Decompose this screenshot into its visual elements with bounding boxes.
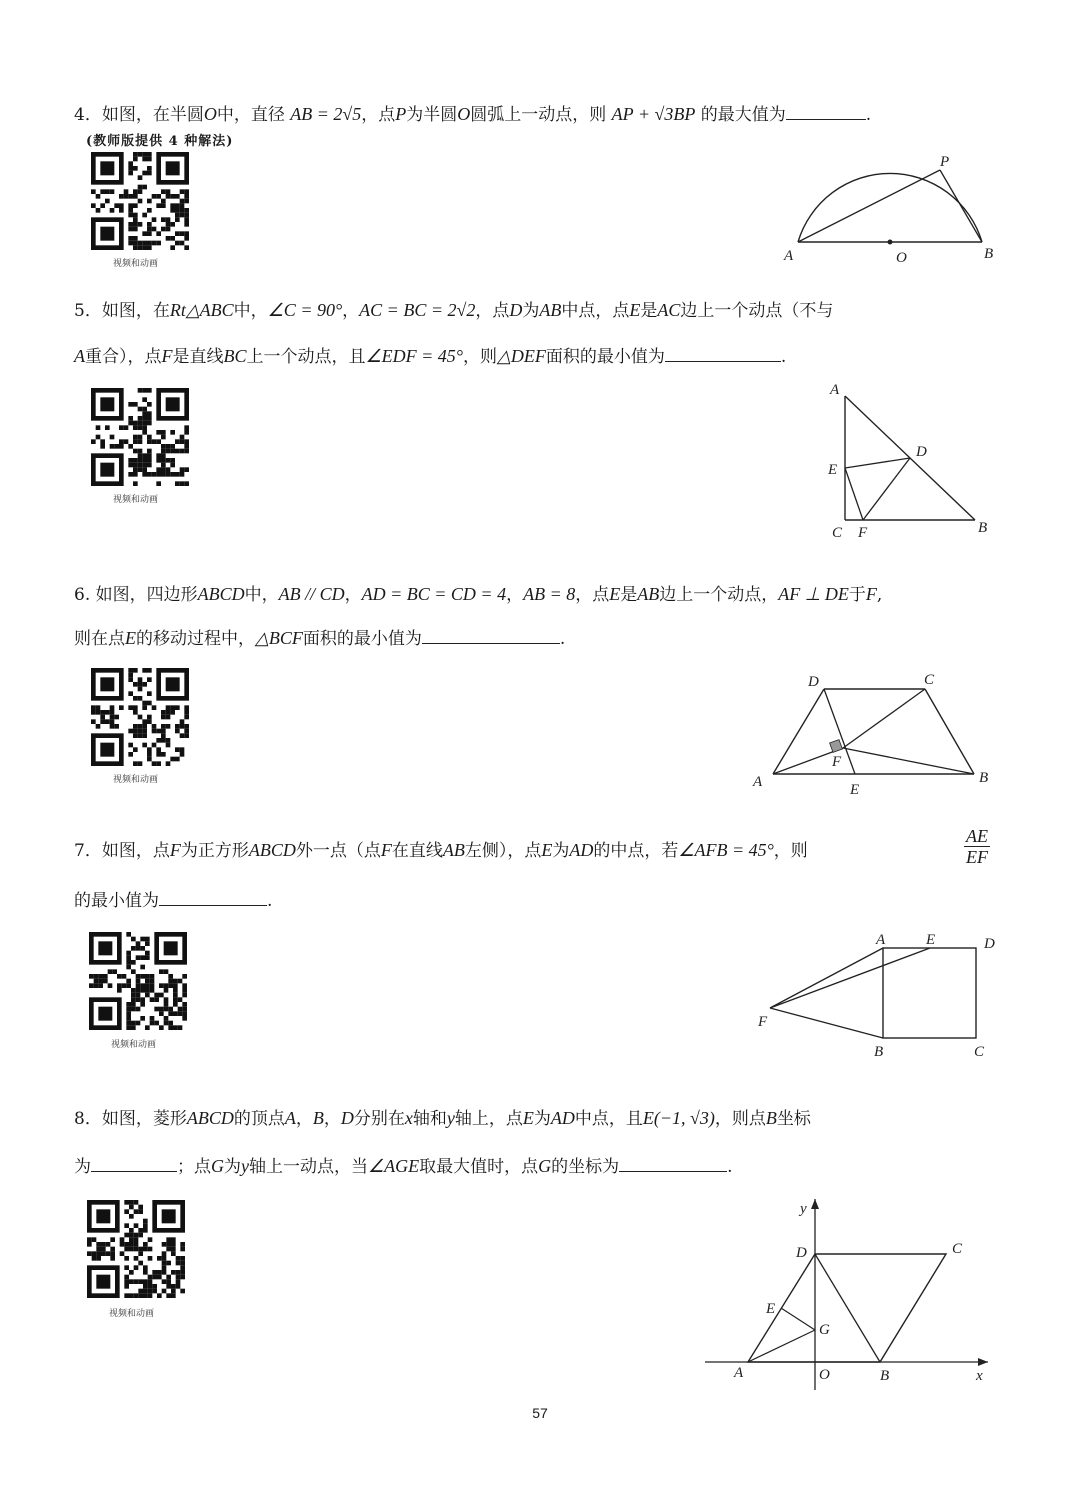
- math: △BCF: [255, 628, 303, 648]
- problem-8-line2: [74, 1152, 733, 1177]
- page-number: 57: [532, 1405, 548, 1421]
- math: x: [404, 1108, 413, 1128]
- label-c: C: [952, 1241, 963, 1257]
- math: D: [340, 1108, 354, 1128]
- math: y: [446, 1108, 455, 1128]
- math: G: [211, 1156, 224, 1176]
- label-b: B: [979, 770, 989, 786]
- fraction-ae-ef: [964, 826, 990, 867]
- text: ，点: [361, 105, 396, 125]
- label-b: B: [880, 1368, 890, 1384]
- math: AD: [550, 1108, 575, 1128]
- segment-fc: [843, 689, 925, 748]
- math: F: [865, 584, 877, 604]
- text: ，: [342, 301, 360, 321]
- qr-caption: 视频和动画: [113, 259, 159, 269]
- qr-code-6[interactable]: [88, 668, 192, 766]
- math: BC: [223, 346, 247, 366]
- label-c: C: [924, 672, 935, 688]
- text: 边上一个动点，: [659, 585, 779, 605]
- text: 中点，点: [561, 301, 630, 321]
- text: ，点: [575, 585, 610, 605]
- label-x: x: [976, 1368, 983, 1384]
- label-o: O: [896, 250, 907, 266]
- diagonal-db: [815, 1254, 880, 1362]
- problem-7-line1: [74, 836, 808, 861]
- answer-blank[interactable]: [786, 101, 866, 120]
- teacher-note: (教师版提供 4 种解法): [86, 134, 234, 149]
- math: AB: [637, 584, 660, 604]
- text: 重合），点: [85, 347, 162, 367]
- label-b: B: [874, 1044, 884, 1060]
- label-a: A: [784, 248, 794, 264]
- text: 为: [74, 1157, 91, 1177]
- label-d: D: [984, 936, 995, 952]
- answer-blank-1[interactable]: [91, 1153, 177, 1172]
- problem-7-line2: [74, 886, 272, 911]
- fraction-denominator: EF: [966, 847, 988, 867]
- segment-fd: [863, 458, 910, 520]
- math: E: [629, 300, 641, 320]
- problem-8-line1: [74, 1104, 811, 1129]
- side-bc: [925, 689, 974, 774]
- segment-eg: [781, 1308, 815, 1330]
- label-d: D: [796, 1245, 807, 1261]
- text: 的坐标为: [551, 1157, 620, 1177]
- label-g: G: [819, 1322, 830, 1338]
- qr-caption: 视频和动画: [111, 1040, 157, 1050]
- text: 轴上，点: [454, 1109, 523, 1129]
- problem-6-line2: [74, 624, 565, 649]
- label-e: E: [926, 932, 936, 948]
- figure-6-trapezoid: [750, 668, 1000, 798]
- answer-blank[interactable]: [159, 887, 267, 906]
- text: 4．如图，在半圆: [74, 105, 204, 125]
- math: ∠AFB = 45°: [678, 840, 774, 860]
- period: .: [559, 629, 566, 649]
- text: ,: [876, 585, 883, 605]
- text: 上一个动点，且: [246, 347, 366, 367]
- text: 轴上一动点，当: [249, 1157, 368, 1177]
- math: ABCD: [248, 840, 296, 860]
- math: ∠EDF = 45°: [365, 346, 463, 366]
- text: 的中点，若: [593, 841, 679, 861]
- problem-5-line2: [74, 342, 786, 367]
- problem-4-text: [74, 100, 871, 125]
- problem-5-line1: [74, 296, 833, 321]
- math: y: [241, 1156, 249, 1176]
- math: G: [538, 1156, 552, 1176]
- math: AF ⊥ DE: [778, 584, 849, 604]
- square-abcd: [883, 948, 976, 1038]
- figure-8-rhombus: [700, 1195, 1000, 1395]
- answer-blank-2[interactable]: [619, 1153, 727, 1172]
- text: 外一点（点: [295, 841, 381, 861]
- text: 则在点: [74, 629, 125, 649]
- period: .: [727, 1157, 733, 1177]
- figure-5-triangle: [820, 380, 1000, 540]
- text: 的移动过程中，: [136, 629, 255, 649]
- label-y: y: [800, 1201, 807, 1217]
- text: 5．如图，在: [74, 301, 170, 321]
- text: ，点: [475, 301, 510, 321]
- side-ad: [773, 689, 824, 774]
- math: AC: [657, 300, 681, 320]
- math: ABCD: [186, 1108, 234, 1128]
- math: E(−1, √3): [642, 1108, 715, 1128]
- math: Rt△ABC: [169, 300, 234, 320]
- text: 面积的最小值为: [302, 629, 422, 649]
- label-c: C: [974, 1044, 985, 1060]
- math: AB // CD: [278, 584, 345, 604]
- text: 中，直径: [216, 105, 285, 125]
- math: E: [609, 584, 621, 604]
- label-b: B: [978, 520, 988, 536]
- math: △DEF: [497, 346, 546, 366]
- text: ；点: [177, 1157, 211, 1177]
- text: 6. 如图，四边形: [74, 585, 198, 605]
- x-axis-arrow: [978, 1358, 988, 1366]
- label-e: E: [850, 782, 860, 798]
- math-ab: AB = 2√5: [290, 104, 362, 124]
- math: F: [169, 840, 181, 860]
- math: E: [125, 628, 136, 648]
- text: 面积的最小值为: [545, 347, 665, 367]
- text: 8．如图，菱形: [74, 1109, 187, 1129]
- qr-code-7[interactable]: [86, 932, 190, 1030]
- segment-fb: [843, 748, 974, 774]
- text: 为: [522, 301, 540, 321]
- text: 7．如图，点: [74, 841, 170, 861]
- label-f: F: [858, 525, 868, 541]
- segment-ap: [798, 170, 940, 242]
- math: AD: [569, 840, 594, 860]
- semicircle-arc: [798, 173, 982, 242]
- right-angle-mark: [830, 740, 843, 753]
- fraction-numerator: AE: [966, 826, 988, 846]
- segment-ed: [845, 458, 910, 468]
- math: B: [312, 1108, 324, 1128]
- figure-7-square: [750, 928, 1005, 1063]
- text: 坐标: [776, 1109, 811, 1129]
- qr-code-5[interactable]: [88, 388, 192, 486]
- segment-ef: [845, 468, 863, 520]
- label-b: B: [984, 246, 994, 262]
- label-a: A: [734, 1365, 744, 1381]
- qr-caption: 视频和动画: [113, 775, 159, 785]
- text: 圆弧上一动点，则: [470, 105, 607, 125]
- label-e: E: [766, 1301, 776, 1317]
- label-o: O: [819, 1367, 830, 1383]
- math: AB: [539, 300, 562, 320]
- text: 中点，且: [574, 1109, 643, 1129]
- text: ，则: [463, 347, 497, 367]
- text: 为: [552, 841, 570, 861]
- figure-4-semicircle: [780, 150, 1000, 265]
- text: 是: [640, 301, 658, 321]
- text: 为: [224, 1157, 241, 1177]
- label-d: D: [916, 444, 927, 460]
- text: ，: [323, 1109, 341, 1129]
- text: 是: [620, 585, 638, 605]
- segment-bp: [940, 170, 982, 242]
- text: 于: [848, 585, 866, 605]
- label-f: F: [758, 1014, 768, 1030]
- qr-caption: 视频和动画: [109, 1309, 155, 1319]
- text: 的最大值为: [700, 105, 786, 125]
- text: ，则: [773, 841, 808, 861]
- math-o: O: [203, 104, 217, 124]
- math-o: O: [457, 104, 471, 124]
- text: 为: [533, 1109, 551, 1129]
- qr-code-4[interactable]: [88, 152, 192, 250]
- text: 的最小值为: [74, 891, 159, 911]
- math: F: [380, 840, 392, 860]
- math: AD = BC = CD = 4: [361, 584, 507, 604]
- text: 分别在: [353, 1109, 405, 1129]
- math: B: [765, 1108, 777, 1128]
- math: F: [161, 346, 173, 366]
- text: 边上一个动点（不与: [680, 301, 834, 321]
- math-expr: AP + √3BP: [611, 104, 696, 124]
- math-p: P: [395, 104, 407, 124]
- math: ∠C = 90°: [267, 300, 343, 320]
- math: A: [74, 346, 85, 366]
- qr-caption: 视频和动画: [113, 495, 159, 505]
- label-a: A: [876, 932, 886, 948]
- qr-code-8[interactable]: [84, 1200, 188, 1298]
- center-point: [888, 240, 893, 245]
- period: .: [865, 105, 872, 125]
- math: AC = BC = 2√2: [359, 300, 476, 320]
- label-c: C: [832, 525, 843, 541]
- label-d: D: [808, 674, 819, 690]
- text: ，则点: [714, 1109, 766, 1129]
- math: A: [284, 1108, 296, 1128]
- answer-blank[interactable]: [665, 343, 781, 362]
- problem-6-line1: [74, 580, 882, 605]
- text: 取最大值时，点: [419, 1157, 539, 1177]
- period: .: [780, 347, 787, 367]
- text: 的顶点: [233, 1109, 285, 1129]
- math: AB: [442, 840, 465, 860]
- text: ，: [344, 585, 362, 605]
- label-a: A: [830, 382, 840, 398]
- text: 为正方形: [180, 841, 249, 861]
- segment-fe: [770, 948, 930, 1008]
- math: ∠AGE: [368, 1156, 420, 1176]
- y-axis-arrow: [811, 1199, 819, 1209]
- math: E: [541, 840, 553, 860]
- label-f: F: [832, 754, 842, 770]
- text: 在直线: [391, 841, 443, 861]
- label-a: A: [753, 774, 763, 790]
- segment-fb: [770, 1008, 883, 1038]
- label-e: E: [828, 462, 838, 478]
- segment-fa: [770, 948, 883, 1008]
- math: ABCD: [197, 584, 245, 604]
- math: E: [522, 1108, 534, 1128]
- text: 是直线: [172, 347, 224, 367]
- text: 中，: [244, 585, 279, 605]
- text: 中，: [233, 301, 268, 321]
- math: AB = 8: [523, 584, 576, 604]
- period: .: [267, 891, 273, 911]
- text: ，: [295, 1109, 313, 1129]
- answer-blank[interactable]: [422, 625, 560, 644]
- label-p: P: [940, 154, 950, 170]
- text: 左侧），点: [464, 841, 542, 861]
- text: 为半圆: [406, 105, 458, 125]
- text: ，: [506, 585, 524, 605]
- math: D: [509, 300, 523, 320]
- text: 轴和: [412, 1109, 447, 1129]
